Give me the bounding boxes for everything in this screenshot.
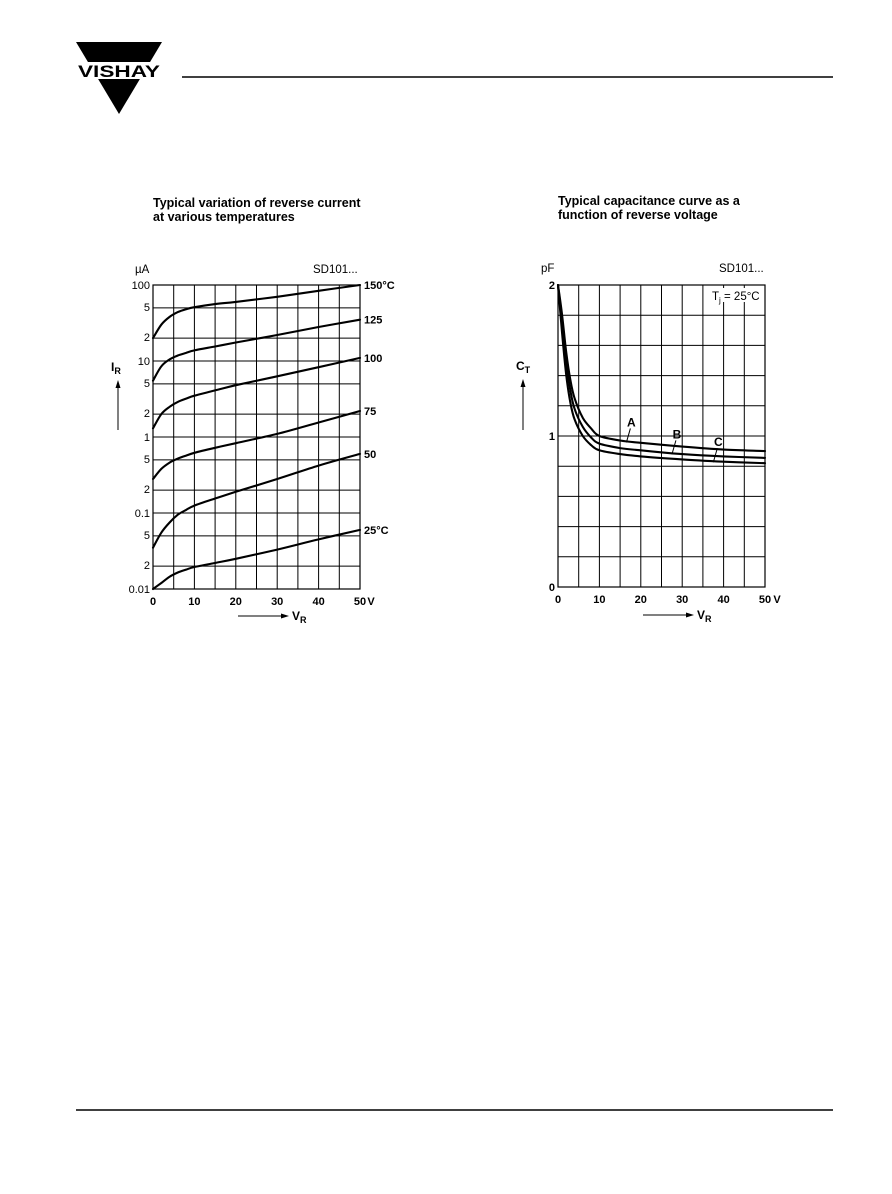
chart1-y-tick-label: 2 (143, 332, 150, 345)
chart1-grid (153, 285, 360, 589)
chart2-x-tick-label: 10 (593, 594, 606, 606)
chart2-y-ticks (549, 280, 555, 594)
chart1-x-label (292, 609, 307, 625)
chart2-y-tick-label: 2 (548, 280, 555, 292)
chart2-title-line2: function of reverse voltage (558, 208, 718, 222)
logo-text: VISHAY (78, 62, 161, 81)
chart1-part-number: SD101... (313, 264, 358, 276)
chart1-y-tick-label: 1 (143, 432, 150, 444)
chart2-y-label-sub: T (524, 365, 531, 375)
chart2-x-unit: V (773, 594, 781, 606)
chart2-y-unit: pF (541, 263, 555, 275)
chart2-x-label (697, 608, 712, 624)
chart1-x-label-main: V (292, 609, 301, 623)
chart1-x-arrowhead (281, 614, 289, 619)
chart2-x-tick-label: 50 (758, 594, 772, 606)
chart2-x-tick-label: 40 (717, 594, 730, 606)
chart2-x-tick-label: 20 (634, 594, 647, 606)
chart1-y-label-main: I (111, 360, 115, 374)
chart2-title-line1: Typical capacitance curve as a (558, 194, 740, 208)
chart1-y-unit: µA (135, 264, 150, 276)
chart2-y-tick-label: 1 (548, 431, 555, 443)
chart1-series-label: 125 (364, 314, 383, 327)
chart2-series-label: B (672, 427, 682, 442)
chart1-y-tick-label: 5 (143, 453, 150, 466)
chart1-y-ticks (129, 280, 150, 596)
chart1-y-label (111, 360, 121, 376)
chart1-series-label: 75 (364, 405, 377, 418)
chart2-x-label-main: V (697, 608, 706, 622)
chart1-x-tick-label: 30 (271, 596, 284, 608)
chart1-series-label: 100 (364, 352, 383, 365)
chart1-y-tick-label: 100 (131, 280, 150, 292)
chart1-y-tick-label: 5 (143, 529, 150, 542)
chart1-x-tick-label: 10 (188, 596, 201, 608)
chart2-annotation-main: T (712, 291, 720, 303)
chart2-series-leader (672, 440, 676, 454)
chart2-x-ticks (555, 594, 781, 606)
chart1-title-line2: at various temperatures (153, 210, 295, 224)
chart2-x-arrowhead (686, 613, 694, 618)
chart1-x-label-sub: R (300, 615, 307, 625)
chart1-y-tick-label: 2 (143, 484, 150, 497)
chart1-y-tick-label: 5 (143, 301, 150, 314)
chart1-series-label: 50 (364, 448, 377, 461)
chart2-annotation-sub: j (719, 296, 721, 305)
chart-capacitance (516, 194, 781, 624)
chart2-y-tick-label: 0 (548, 582, 555, 594)
chart1-y-tick-label: 2 (143, 408, 150, 421)
chart2-series-leader (626, 428, 630, 442)
chart1-series-labels (364, 280, 395, 537)
chart2-y-arrowhead (521, 379, 526, 387)
chart1-title-line1: Typical variation of reverse current (153, 196, 361, 210)
chart2-x-label-sub: R (705, 614, 712, 624)
chart1-x-unit: V (367, 596, 375, 608)
chart1-x-tick-label: 20 (229, 596, 242, 608)
chart1-x-ticks (150, 596, 375, 608)
chart1-y-tick-label: 0.1 (134, 508, 150, 520)
chart2-annotation-rest: = 25°C (720, 291, 760, 303)
chart1-y-label-sub: R (114, 366, 121, 376)
chart1-y-tick-label: 10 (137, 356, 150, 368)
chart1-x-tick-label: 40 (312, 596, 325, 608)
chart2-x-tick-label: 30 (676, 594, 689, 606)
chart1-x-tick-label: 50 (353, 596, 367, 608)
chart1-series-label: 150°C (364, 280, 395, 292)
vishay-logo (76, 42, 162, 114)
chart2-y-label (516, 359, 531, 375)
chart2-x-tick-label: 0 (554, 594, 562, 606)
chart1-y-tick-label: 5 (143, 377, 150, 390)
chart-reverse-current (111, 196, 395, 625)
chart1-x-tick-label: 0 (149, 596, 157, 608)
chart1-series-label: 25°C (364, 524, 389, 537)
chart2-y-label-main: C (516, 359, 525, 373)
chart1-y-tick-label: 2 (143, 560, 150, 573)
chart2-part-number: SD101... (719, 263, 764, 275)
chart1-y-arrowhead (116, 380, 121, 388)
chart1-y-tick-label: 0.01 (128, 584, 150, 596)
chart2-series-label: A (627, 415, 636, 430)
chart2-series-label: C (713, 435, 723, 450)
